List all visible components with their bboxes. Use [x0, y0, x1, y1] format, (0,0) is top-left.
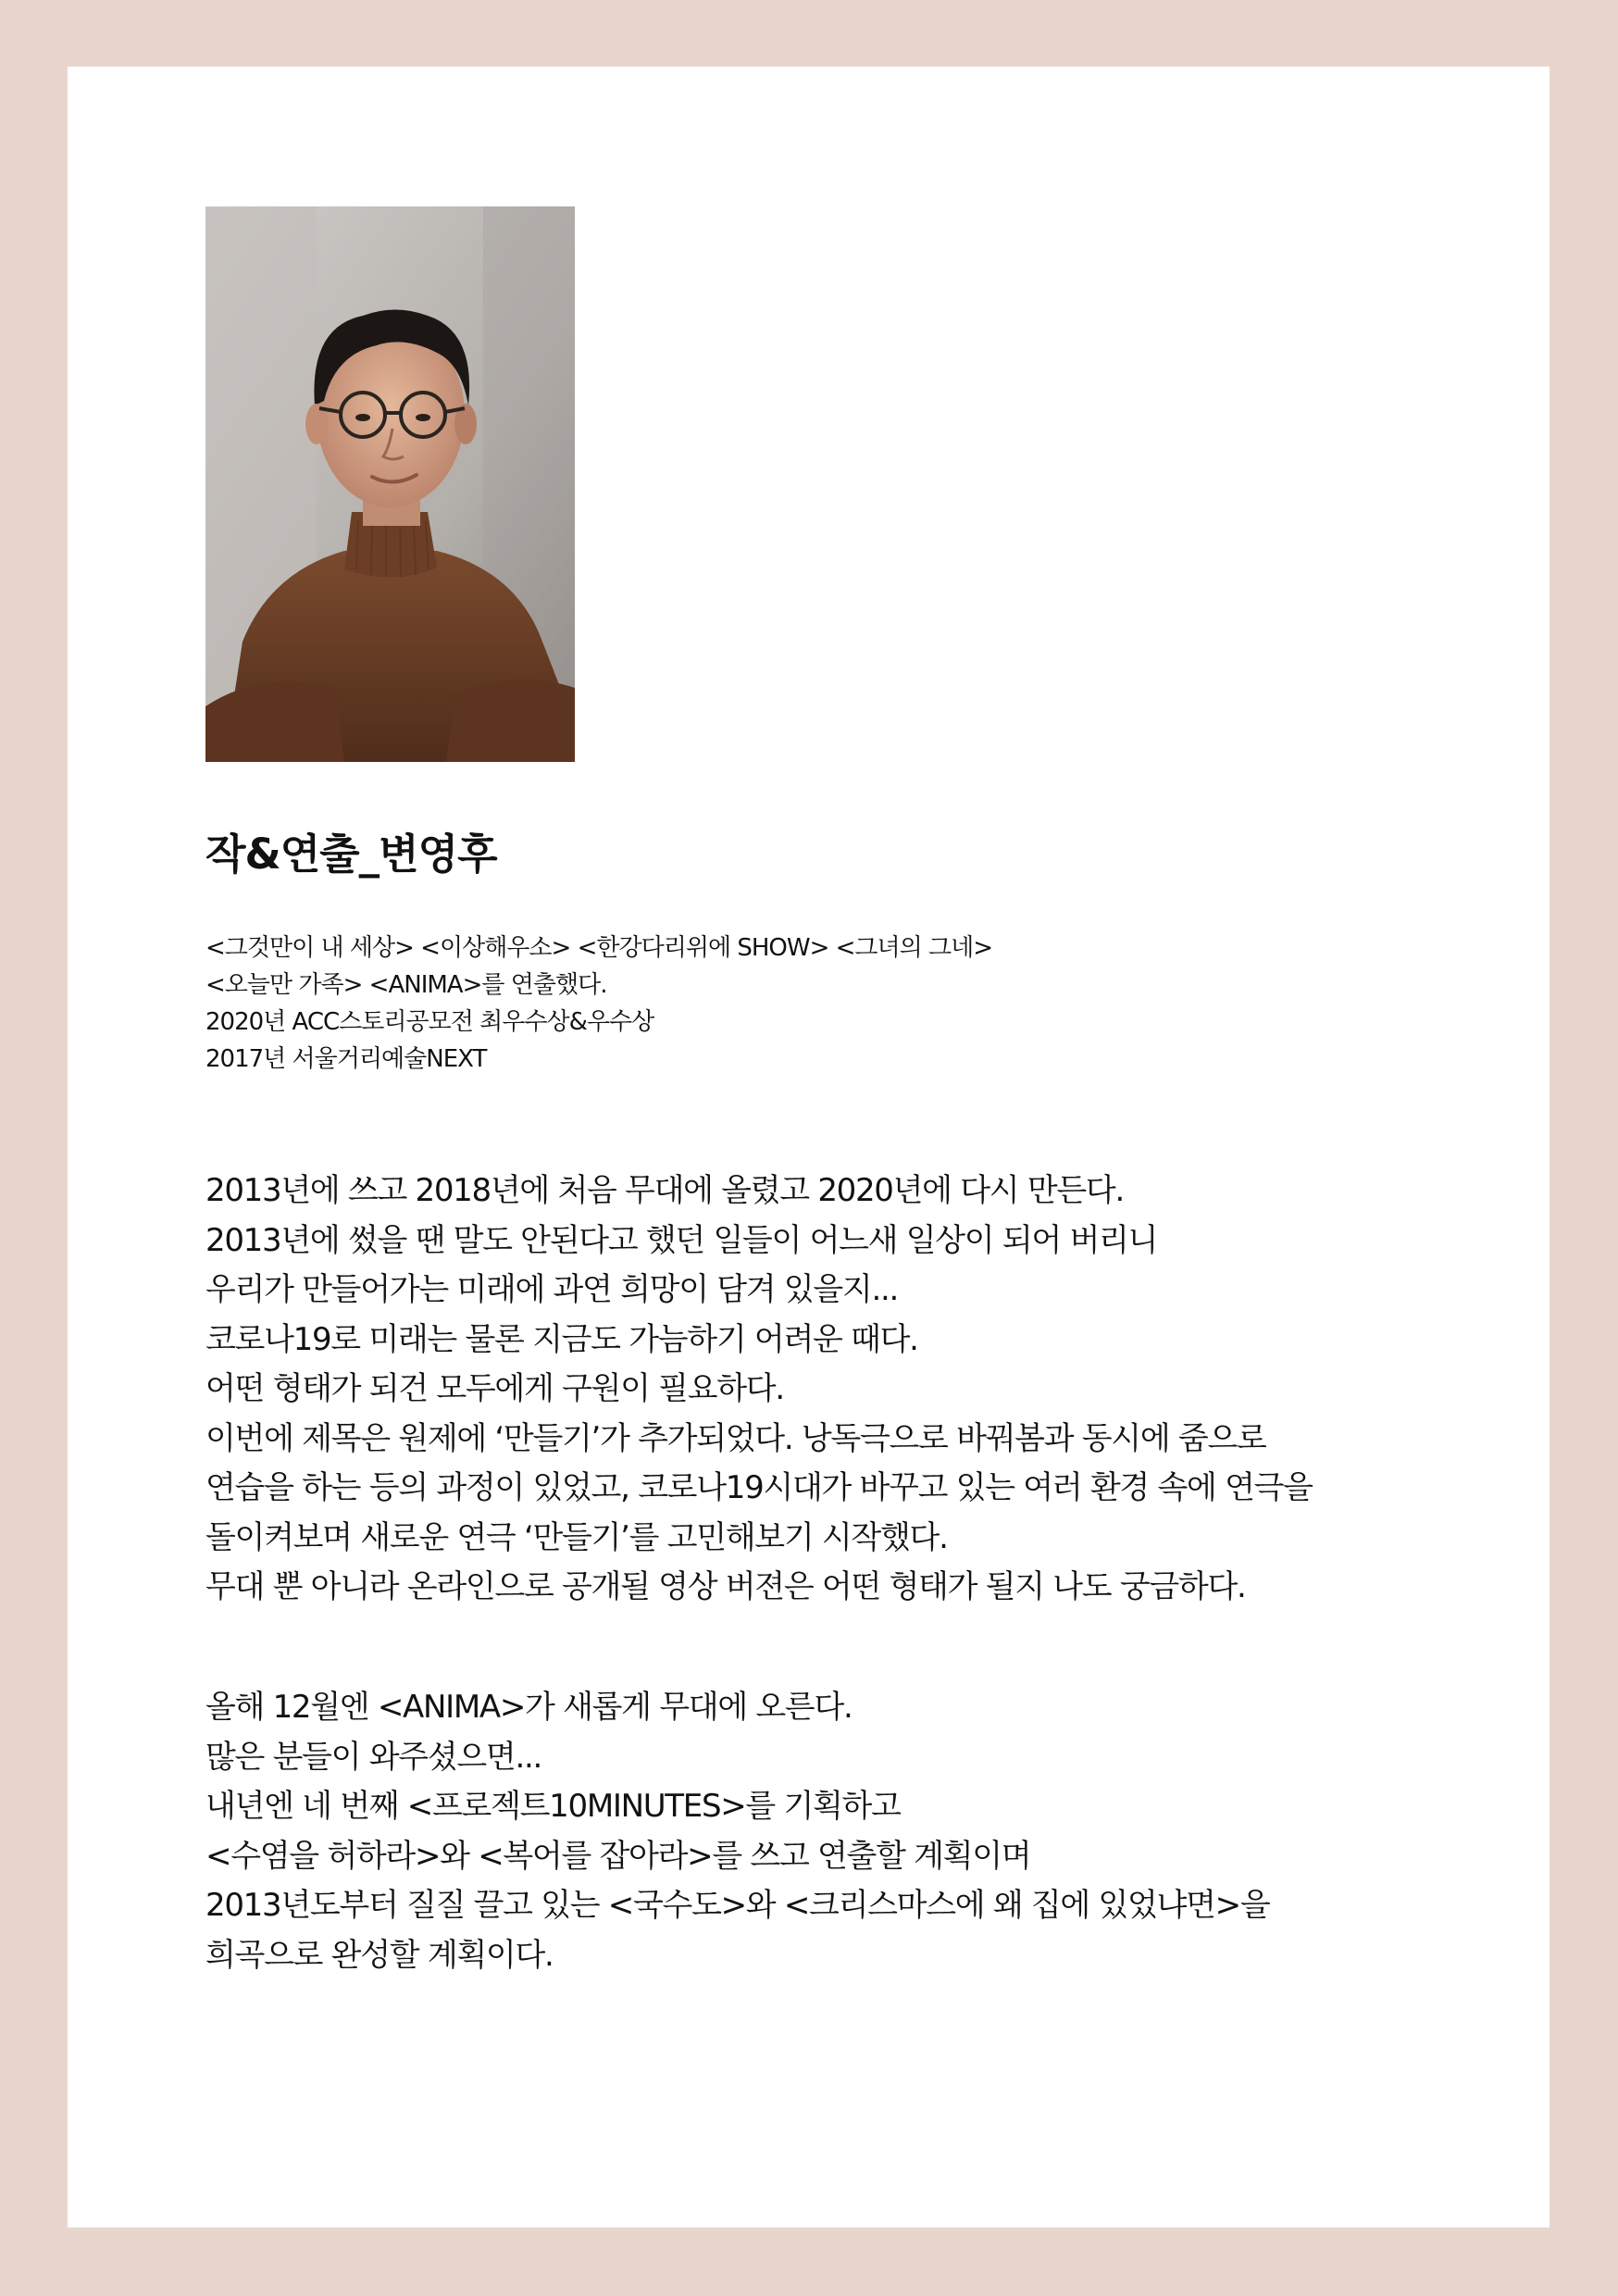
- text-line: 이번에 제목은 원제에 ‘만들기’가 추가되었다. 낭독극으로 바꿔봄과 동시에 줌으로: [205, 1419, 1266, 1457]
- text-line: 연습을 하는 등의 과정이 있었고, 코로나19시대가 바꾸고 있는 여러 환경 속에 연극을: [205, 1469, 1313, 1506]
- credit-line: <오늘만 가족> <ANIMA>를 연출했다.: [205, 971, 607, 999]
- text-line: 많은 분들이 와주셨으면...: [205, 1738, 541, 1776]
- text-line: 올해 12월엔 <ANIMA>가 새롭게 무대에 오른다.: [205, 1689, 853, 1726]
- text-line: 돌이켜보며 새로운 연극 ‘만들기’를 고민해보기 시작했다.: [205, 1518, 948, 1556]
- credit-line: 2020년 ACC스토리공모전 최우수상&우수상: [205, 1008, 654, 1036]
- author-portrait: [205, 206, 575, 762]
- text-line: 2013년에 썼을 땐 말도 안된다고 했던 일들이 어느새 일상이 되어 버리니: [205, 1221, 1158, 1259]
- credit-line: 2017년 서울거리예술NEXT: [205, 1045, 487, 1073]
- text-line: <수염을 허하라>와 <복어를 잡아라>를 쓰고 연출할 계획이며: [205, 1837, 1031, 1875]
- text-line: 2013년도부터 질질 끌고 있는 <국수도>와 <크리스마스에 왜 집에 있었냐면>을: [205, 1887, 1270, 1924]
- text-line: 무대 뿐 아니라 온라인으로 공개될 영상 버젼은 어떤 형태가 될지 나도 궁금하다.: [205, 1568, 1246, 1605]
- text-line: 내년엔 네 번째 <프로젝트10MINUTES>를 기획하고: [205, 1788, 901, 1825]
- credit-line: <그것만이 내 세상> <이상해우소> <한강다리위에 SHOW> <그녀의 그네>: [205, 934, 993, 962]
- director-note-paragraph-1: [205, 1167, 1313, 1613]
- portrait-illustration: [205, 206, 575, 762]
- text-line: 코로나19로 미래는 물론 지금도 가늠하기 어려운 때다.: [205, 1320, 918, 1358]
- page-title: 작&연출_변영후: [205, 830, 497, 879]
- text-line: 우리가 만들어가는 미래에 과연 희망이 담겨 있을지...: [205, 1271, 898, 1308]
- director-note-paragraph-2: [205, 1683, 1269, 1980]
- credits-list: [205, 930, 992, 1078]
- text-line: 어떤 형태가 되건 모두에게 구원이 필요하다.: [205, 1370, 784, 1407]
- text-line: 2013년에 쓰고 2018년에 처음 무대에 올렸고 2020년에 다시 만든다.: [205, 1172, 1124, 1209]
- text-line: 희곡으로 완성할 계획이다.: [205, 1936, 554, 1974]
